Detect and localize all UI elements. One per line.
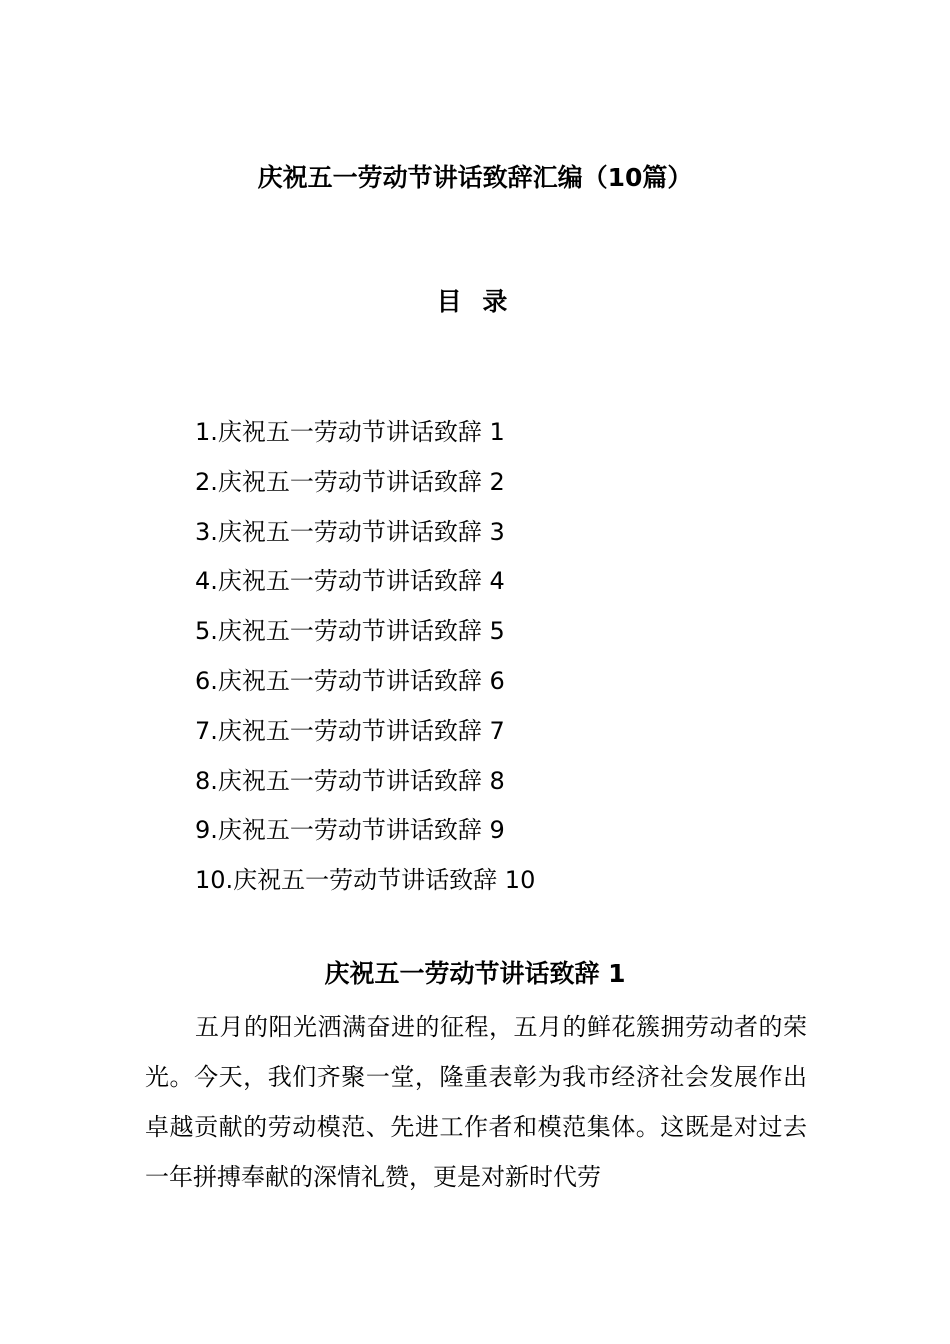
document-title: 庆祝五一劳动节讲话致辞汇编（10篇） <box>257 163 693 192</box>
section-title: 庆祝五一劳动节讲话致辞 1 <box>324 959 626 988</box>
toc-heading: 目 录 <box>436 287 514 316</box>
table-of-contents <box>195 408 535 906</box>
toc-item-3[interactable]: 3.庆祝五一劳动节讲话致辞 3 <box>195 517 505 546</box>
toc-item-8[interactable]: 8.庆祝五一劳动节讲话致辞 8 <box>195 766 505 795</box>
toc-item-7[interactable]: 7.庆祝五一劳动节讲话致辞 7 <box>195 716 505 745</box>
toc-item-4[interactable]: 4.庆祝五一劳动节讲话致辞 4 <box>195 567 505 596</box>
toc-item-5[interactable]: 5.庆祝五一劳动节讲话致辞 5 <box>195 617 505 646</box>
body-paragraph: 五月的阳光洒满奋进的征程，五月的鲜花簇拥劳动者的荣光。今天，我们齐聚一堂，隆重表彰为我市经济社会发展作出卓越贡献的劳动模范、先进工作者和模范集体。这既是对过去一年拼搏奉献的深情礼赞，更是对新时代劳 <box>145 1013 807 1191</box>
toc-item-6[interactable]: 6.庆祝五一劳动节讲话致辞 6 <box>195 666 505 695</box>
toc-item-2[interactable]: 2.庆祝五一劳动节讲话致辞 2 <box>195 467 505 496</box>
toc-item-9[interactable]: 9.庆祝五一劳动节讲话致辞 9 <box>195 816 505 845</box>
toc-item-1[interactable]: 1.庆祝五一劳动节讲话致辞 1 <box>195 418 505 446</box>
toc-item-10[interactable]: 10.庆祝五一劳动节讲话致辞 10 <box>195 866 536 895</box>
